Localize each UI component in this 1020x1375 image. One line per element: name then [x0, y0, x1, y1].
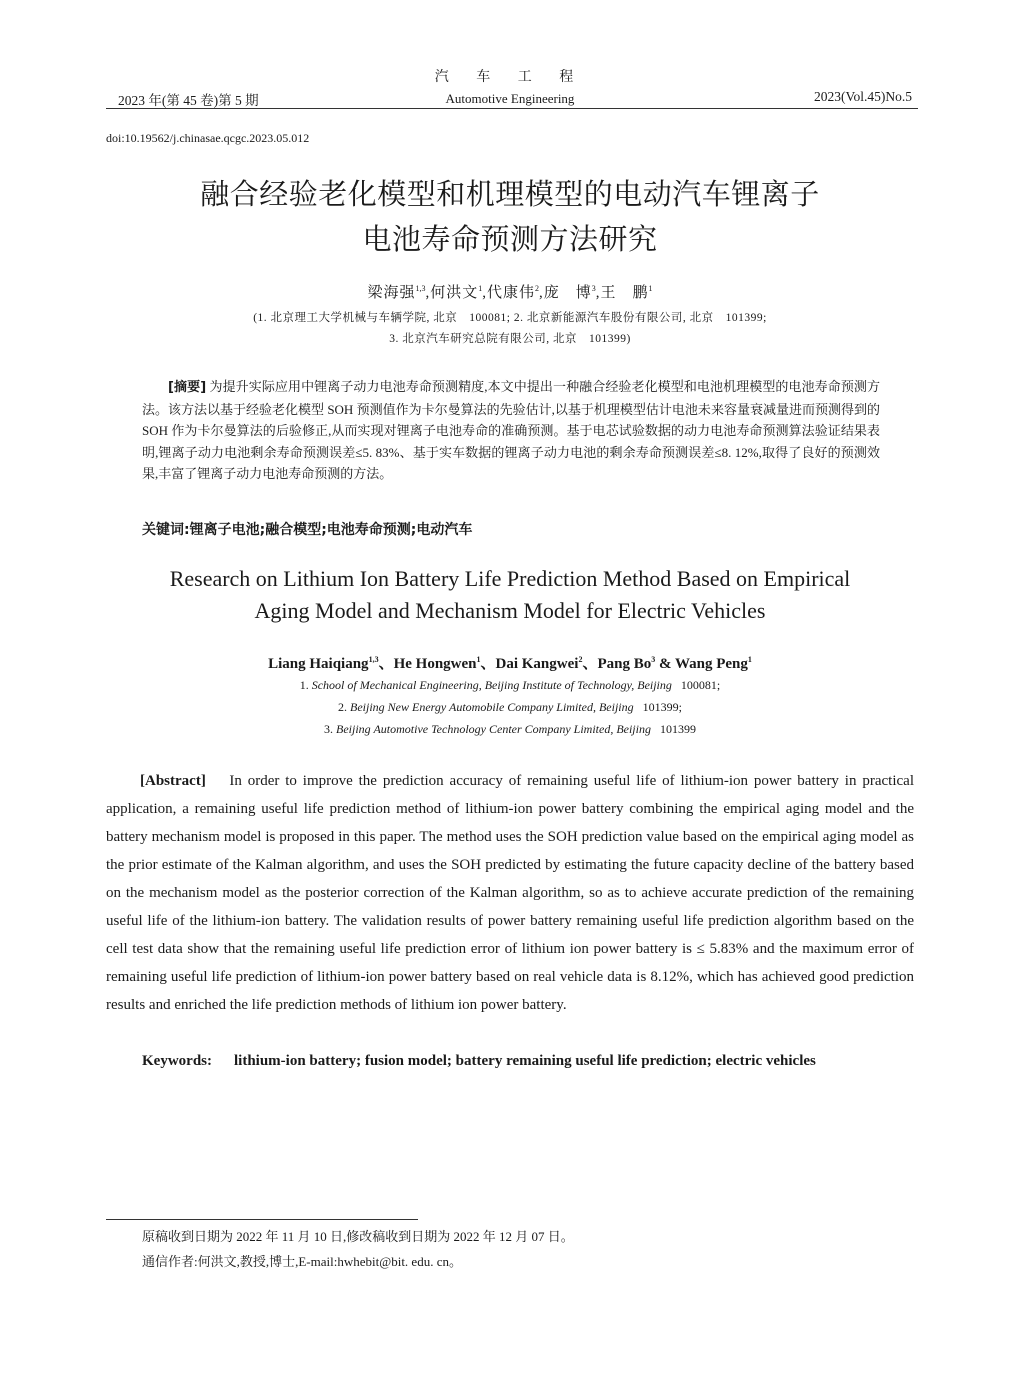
keywords-en-text: lithium-ion battery; fusion model; battery remaining useful life prediction; electric vehicles	[234, 1053, 816, 1069]
author-en: Liang Haiqiang$^{1,3}$	[268, 655, 379, 672]
affiliation-en: 1. School of Mechanical Engineering, Beijing Institute of Technology, Beijing 100081;	[299, 678, 721, 692]
title-en-line-2: Aging Model and Mechanism Model for Electric Vehicles	[254, 598, 766, 623]
affiliation-cn-line-1: (1. 北京理工大学机械与车辆学院, 北京 100081; 2. 北京新能源汽车股份有限公司, 北京 101399;	[253, 312, 767, 324]
issue-info-en: 2023(Vol.45)No.5	[813, 89, 912, 104]
journal-name-en: Automotive Engineering	[445, 91, 575, 106]
author-cn: 王 鹏$^1$	[600, 284, 653, 301]
abstract-cn-text: 为提升实际应用中锂离子动力电池寿命预测精度,本文中提出一种融合经验老化模型和电池机理模型的电池寿命预测方法。该方法以基于经验老化模型 SOH 预测值作为卡尔曼算法的先验估计,以基于机理模型估计电池未来容量衰减量进而预测得到的SOH 作为卡尔曼算法的后验修正,从而实现对锂离子电池寿命的准确预测。基于电芯试验数据的动力电池寿命预测算法验证结果表明,锂离子动力电池剩余寿命预测误差≤5. 83%、基于实车数据的锂离子动力电池的剩余寿命预测误差≤8. 12%,取得了良好的预测效果,丰富了锂离子动力电池寿命预测的方法。	[142, 379, 880, 481]
author-en: Pang Bo$^3$	[597, 655, 656, 672]
journal-name-cn: 汽 车 工 程	[434, 70, 586, 85]
abstract-en	[106, 767, 914, 1019]
author-cn: 代康伟$^2$	[486, 284, 539, 301]
author-cn: 梁海强$^{1,3}$	[367, 284, 426, 301]
issue-info-cn: 2023 年(第 45 卷)第 5 期	[118, 93, 259, 108]
authors-en: Liang Haiqiang$^{1,3}$、He Hongwen$^1$、Dai Kangwei$^2$、Pang Bo$^3$ & Wang Peng$^1$	[268, 655, 752, 672]
doi[interactable]: doi:10.19562/j.chinasae.qcgc.2023.05.012	[106, 131, 310, 145]
footnote-divider	[106, 1219, 418, 1220]
author-cn: 庞 博$^3$	[543, 284, 596, 301]
affiliation-en: 2. Beijing New Energy Automobile Company Limited, Beijing 101399;	[338, 700, 682, 714]
footnote-corresponding-author: 通信作者:何洪文,教授,博士,E-mail:hwhebit@bit. edu. cn。	[142, 1254, 462, 1269]
authors-cn: 梁海强$^{1,3}$,何洪文$^1$,代康伟$^2$,庞 博$^3$,王 鹏$^1$	[367, 284, 653, 301]
keywords-en	[142, 1048, 914, 1074]
abstract-cn-label: [摘要]	[168, 380, 207, 395]
keywords-cn: 关键词:锂离子电池;融合模型;电池寿命预测;电动汽车	[142, 522, 473, 538]
footnote-received-date: 原稿收到日期为 2022 年 11 月 10 日,修改稿收到日期为 2022 年 12 月 07 日。	[142, 1229, 574, 1244]
affiliation-en: 3. Beijing Automotive Technology Center Company Limited, Beijing 101399	[324, 722, 696, 736]
affiliation-cn-line-2: 3. 北京汽车研究总院有限公司, 北京 101399)	[389, 333, 631, 345]
header-divider	[106, 108, 918, 109]
keywords-en-label: Keywords:	[142, 1053, 212, 1069]
author-cn: 何洪文$^1$	[430, 284, 483, 301]
title-en-line-1: Research on Lithium Ion Battery Life Prediction Method Based on Empirical	[169, 566, 851, 591]
title-cn-line-2: 电池寿命预测方法研究	[362, 224, 658, 256]
abstract-en-label: [Abstract]	[140, 773, 206, 789]
abstract-cn	[142, 376, 880, 485]
author-en: He Hongwen$^1$	[393, 655, 481, 672]
title-cn-line-1: 融合经验老化模型和机理模型的电动汽车锂离子	[200, 179, 820, 211]
author-en: Dai Kangwei$^2$	[495, 655, 583, 672]
author-en: Wang Peng$^1$	[674, 655, 752, 672]
abstract-en-text: In order to improve the prediction accuracy of remaining useful life of lithium-ion power battery in practical application, a remaining useful life prediction method of lithium-ion power battery combining the empirical aging model and the battery mechanism model is proposed in this paper. The method uses the SOH prediction value based on the empirical aging model as the prior estimate of the Kalman algorithm, and uses the SOH predicted by estimating the future capacity decline of the battery based on the mechanism model as the posterior correction of the Kalman algorithm, so as to achieve accurate prediction of the remaining useful life of the lithium-ion battery. The validation results of power battery remaining useful life prediction algorithm based on the cell test data show that the remaining useful life prediction error of lithium ion power battery is ≤ 5.83% and the maximum error of remaining useful life prediction of lithium-ion power battery based on real vehicle data is 8.12%, which has achieved good prediction results and enriched the life prediction methods of lithium ion power battery.	[106, 773, 914, 1013]
